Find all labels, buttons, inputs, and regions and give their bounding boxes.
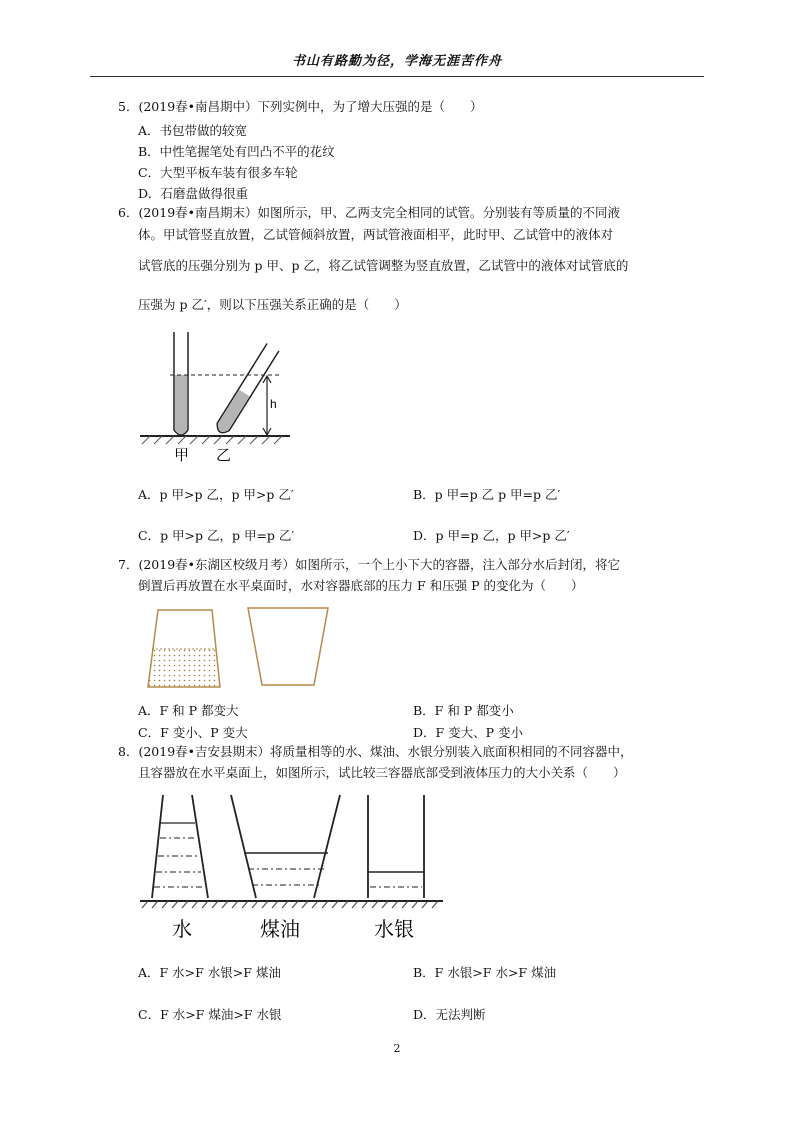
q7-stem-line2: 倒置后再放置在水平桌面时，水对容器底部的压力 F 和压强 P 的变化为（ ） [138, 578, 584, 593]
q6-option-a: A．p 甲>p 乙，p 甲>p 乙′ [138, 487, 294, 502]
q5-option-d: D．石磨盘做得很重 [138, 186, 249, 201]
q7-option-a: A．F 和 P 都变大 [138, 703, 239, 718]
q6-stem-line3: 试管底的压强分别为 p 甲、p 乙，将乙试管调整为竖直放置，乙试管中的液体对试管底的 [138, 258, 629, 273]
q8-option-b: B．F 水银>F 水>F 煤油 [413, 965, 557, 980]
q5-option-a: A．书包带做的较宽 [138, 123, 248, 138]
q7-option-d: D．F 变大、P 变小 [413, 725, 524, 740]
q5-option-c: C．大型平板车装有很多车轮 [138, 165, 298, 180]
q6-option-b: B．p 甲=p 乙 p 甲=p 乙′ [413, 487, 561, 502]
header-divider [90, 76, 704, 77]
q6-stem-line2: 体。甲试管竖直放置，乙试管倾斜放置，两试管液面相平，此时甲、乙试管中的液体对 [138, 227, 614, 242]
q7-container-figure [138, 604, 338, 694]
page-header-motto: 书山有路勤为径，学海无涯苦作舟 [291, 54, 502, 69]
page-number: 2 [393, 1042, 401, 1055]
q5-stem: 5．(2019春•南昌期中）下列实例中，为了增大压强的是（ ） [118, 99, 483, 114]
q8-option-c: C．F 水>F 煤油>F 水银 [138, 1007, 282, 1022]
q8-three-containers-figure [138, 790, 448, 945]
q7-option-c: C．F 变小、P 变大 [138, 725, 248, 740]
q6-label-yi: 乙 [216, 446, 232, 464]
q8-label-mercury: 水银 [374, 917, 414, 941]
q8-option-a: A．F 水>F 水银>F 煤油 [138, 965, 281, 980]
q6-label-jia: 甲 [174, 446, 190, 464]
q6-label-h: h [270, 397, 277, 411]
q5-option-b: B．中性笔握笔处有凹凸不平的花纹 [138, 144, 335, 159]
q6-stem-line4: 压强为 p 乙′，则以下压强关系正确的是（ ） [138, 297, 407, 312]
q6-option-d: D．p 甲=p 乙，p 甲>p 乙′ [413, 528, 570, 543]
q8-option-d: D．无法判断 [413, 1007, 486, 1022]
q8-label-kerosene: 煤油 [260, 917, 300, 941]
q8-stem-line1: 8．(2019春•吉安县期末）将质量相等的水、煤油、水银分别装入底面积相同的不同容器中， [118, 744, 633, 759]
q7-option-b: B．F 和 P 都变小 [413, 703, 514, 718]
q6-stem-line1: 6．(2019春•南昌期末）如图所示，甲、乙两支完全相同的试管。分别装有等质量的不同液 [118, 205, 621, 220]
q8-stem-line2: 且容器放在水平桌面上，如图所示，试比较三容器底部受到液体压力的大小关系（ ） [138, 765, 626, 780]
q7-stem-line1: 7．(2019春•东湖区校级月考）如图所示，一个上小下大的容器，注入部分水后封闭，将它 [118, 557, 621, 572]
q6-test-tube-figure [130, 328, 300, 468]
q8-label-water: 水 [172, 917, 192, 941]
q6-option-c: C．p 甲>p 乙，p 甲=p 乙′ [138, 528, 295, 543]
